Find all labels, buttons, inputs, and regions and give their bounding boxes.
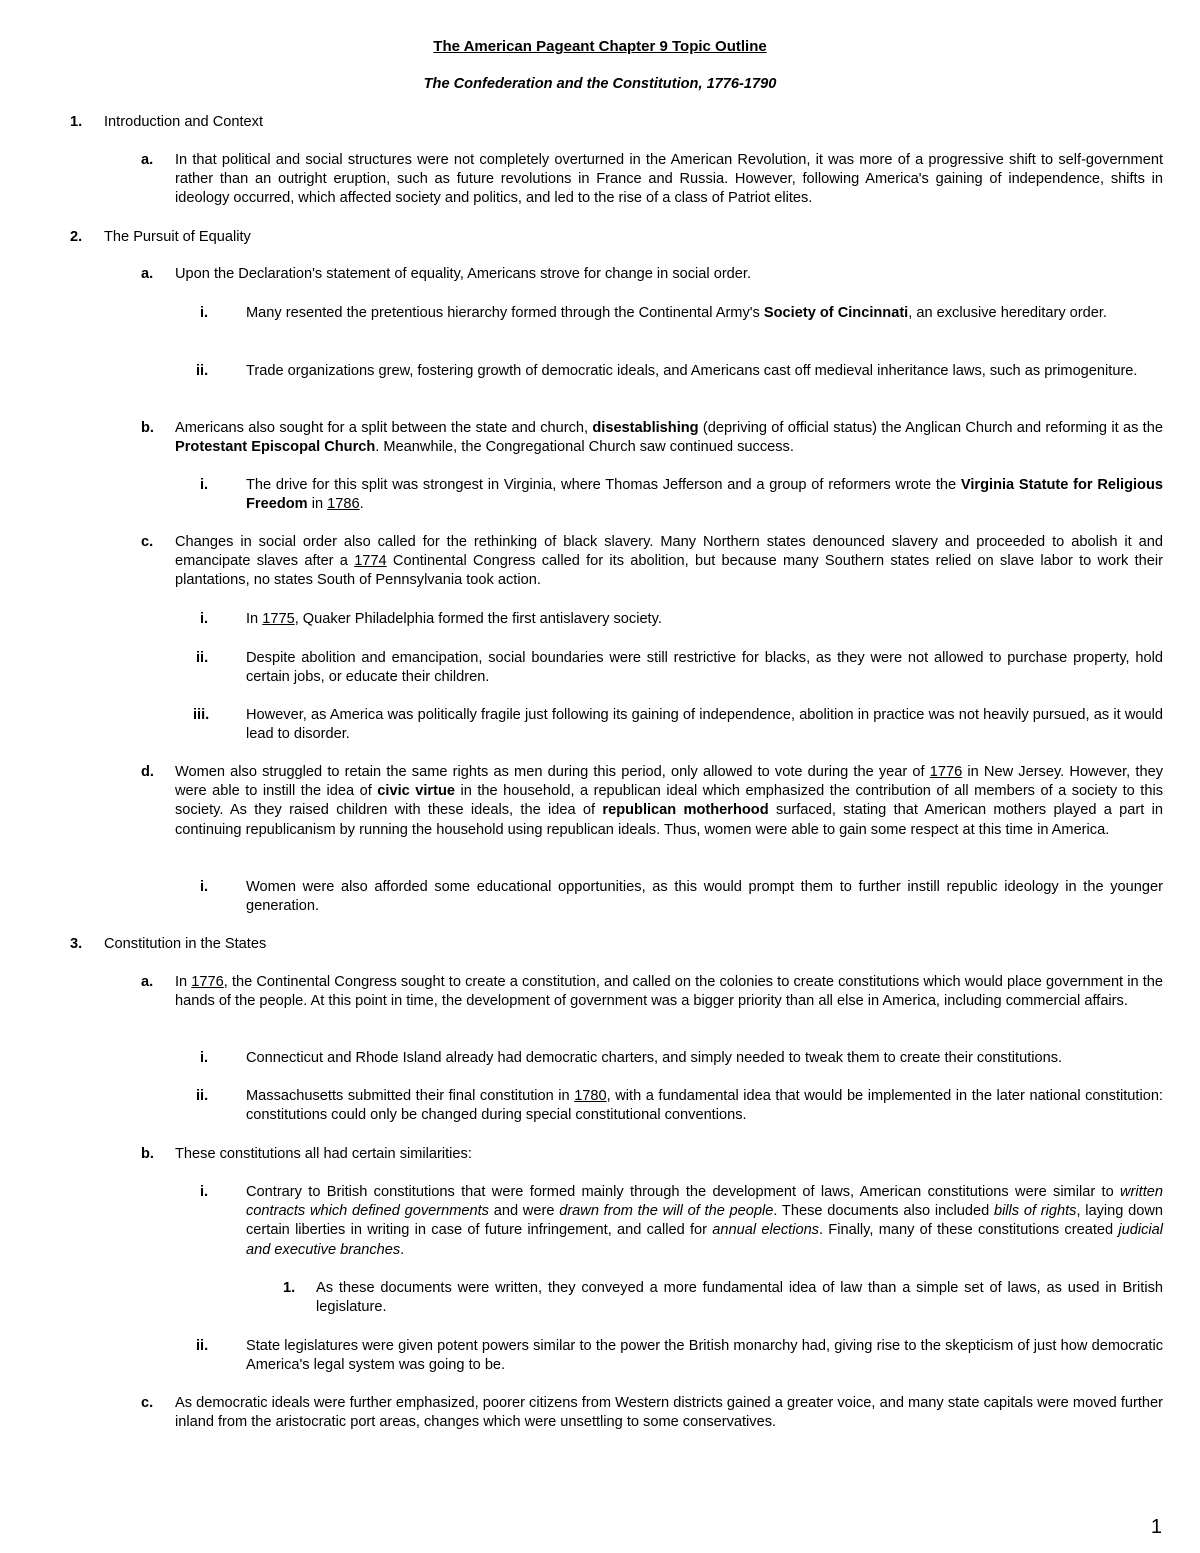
- outline-item-text: Trade organizations grew, fostering growth of democratic ideals, and Americans cast off medieval inheritance laws, such as primogeniture.: [246, 363, 1138, 379]
- outline-item-text: Connecticut and Rhode Island already had democratic charters, and simply needed to tweak them to create their constitutions.: [246, 1050, 1063, 1066]
- outline-marker: ii.: [196, 650, 209, 666]
- outline-marker: i.: [200, 611, 209, 627]
- outline-marker: ii.: [196, 363, 209, 379]
- outline-item-text: Massachusetts submitted their final constitution in 1780, with a fundamental idea that would be implemented in the later national constitution: constitutions could only be changed during special constitutional conventions.: [246, 1088, 1163, 1124]
- outline-item-text: Despite abolition and emancipation, social boundaries were still restrictive for blacks, as they were not allowed to purchase property, hold certain jobs, or educate their children.: [246, 650, 1163, 686]
- outline-item-text: Introduction and Context: [104, 114, 264, 130]
- outline-item-text: Women were also afforded some educational opportunities, as this would prompt them to further instill republic ideology in the younger generation.: [246, 879, 1163, 915]
- outline-marker: ii.: [196, 1338, 209, 1354]
- outline-item-text: Changes in social order also called for the rethinking of black slavery. Many Northern states denounced slavery and proceeded to abolish it and emancipate slaves after a 1774 Continental Congress called for its abolition, but because many Southern states relied on slave labor to work their plantations, no states South of Pennsylvania took action.: [175, 534, 1163, 589]
- outline-marker: i.: [200, 879, 209, 895]
- outline-item-text: The drive for this split was strongest in Virginia, where Thomas Jefferson and a group of reformers wrote the Virginia Statute for Religious Freedom in 1786.: [246, 477, 1163, 513]
- outline-item-text: These constitutions all had certain similarities:: [175, 1146, 472, 1162]
- page-title: The American Pageant Chapter 9 Topic Outline: [433, 38, 767, 55]
- outline-item-text: In that political and social structures were not completely overturned in the American Revolution, it was more of a progressive shift to self-government rather than an outright eruption, such as future revolutions in France and Russia. However, following America's gaining of independence, shifts in ideology occurred, which affected society and politics, and led to the rise of a class of Patriot elites.: [175, 152, 1163, 207]
- outline-marker: i.: [200, 305, 209, 321]
- page-number: 1: [1150, 1516, 1162, 1538]
- outline-marker: 2.: [70, 229, 83, 245]
- outline-marker: 1.: [70, 114, 83, 130]
- outline-marker: iii.: [193, 707, 210, 723]
- outline-marker: 1.: [283, 1280, 296, 1296]
- outline-item-text: Contrary to British constitutions that were formed mainly through the development of laws, American constitutions were similar to written contracts which defined governments and were drawn from the will of the people. These documents also included bills of rights, laying down certain liberties in writing in case of future infringement, and called for annual elections. Finally, many of these constitutions created judicial and executive branches.: [246, 1184, 1163, 1258]
- outline-marker: ii.: [196, 1088, 209, 1104]
- outline-marker: a.: [141, 974, 154, 990]
- outline-item-text: However, as America was politically fragile just following its gaining of independence, abolition in practice was not heavily pursued, as it would lead to disorder.: [246, 707, 1163, 743]
- outline-item-text: Women also struggled to retain the same rights as men during this period, only allowed to vote during the year of 1776 in New Jersey. However, they were able to instill the idea of civic virtue in the household, a republican ideal which emphasized the contribution of all members of a society to this society. As they raised children with these ideals, the idea of republican motherhood surfaced, stating that American mothers played a part in continuing republicanism by running the household using republican ideals. Thus, women were able to gain some respect at this time in America.: [175, 764, 1164, 838]
- outline-marker: 3.: [70, 936, 83, 952]
- outline-item-text: State legislatures were given potent powers similar to the power the British monarchy had, giving rise to the skepticism of just how democratic America's legal system was going to be.: [246, 1338, 1163, 1374]
- outline-marker: b.: [141, 1146, 154, 1162]
- outline-item-text: Many resented the pretentious hierarchy formed through the Continental Army's Society of Cincinnati, an exclusive hereditary order.: [246, 305, 1107, 321]
- outline-item-text: As democratic ideals were further emphasized, poorer citizens from Western districts gained a greater voice, and many state capitals were moved further inland from the aristocratic port areas, changes which were unsettling to some conservatives.: [175, 1395, 1163, 1431]
- page-subtitle: The Confederation and the Constitution, 1776-1790: [423, 76, 777, 92]
- outline-item-text: As these documents were written, they conveyed a more fundamental idea of law than a simple set of laws, as used in British legislature.: [316, 1280, 1163, 1316]
- outline-item-text: In 1776, the Continental Congress sought to create a constitution, and called on the colonies to create constitutions which would place government in the hands of the people. At this point in time, the development of government was a bigger priority than all else in America, including commercial affairs.: [175, 974, 1163, 1010]
- outline-item-text: Constitution in the States: [104, 936, 267, 952]
- outline-marker: c.: [141, 1395, 154, 1411]
- outline-marker: d.: [141, 764, 154, 780]
- outline-marker: c.: [141, 534, 154, 550]
- outline-marker: b.: [141, 420, 154, 436]
- outline-marker: a.: [141, 266, 154, 282]
- outline-item-text: The Pursuit of Equality: [104, 229, 251, 245]
- outline-marker: i.: [200, 477, 209, 493]
- outline-marker: a.: [141, 152, 154, 168]
- outline-item-text: Upon the Declaration's statement of equality, Americans strove for change in social order.: [175, 266, 752, 282]
- outline-marker: i.: [200, 1184, 209, 1200]
- outline-marker: i.: [200, 1050, 209, 1066]
- outline-item-text: In 1775, Quaker Philadelphia formed the first antislavery society.: [246, 611, 662, 627]
- outline-item-text: Americans also sought for a split between the state and church, disestablishing (depriving of official status) the Anglican Church and reforming it as the Protestant Episcopal Church. Meanwhile, the Congregational Church saw continued success.: [175, 420, 1163, 456]
